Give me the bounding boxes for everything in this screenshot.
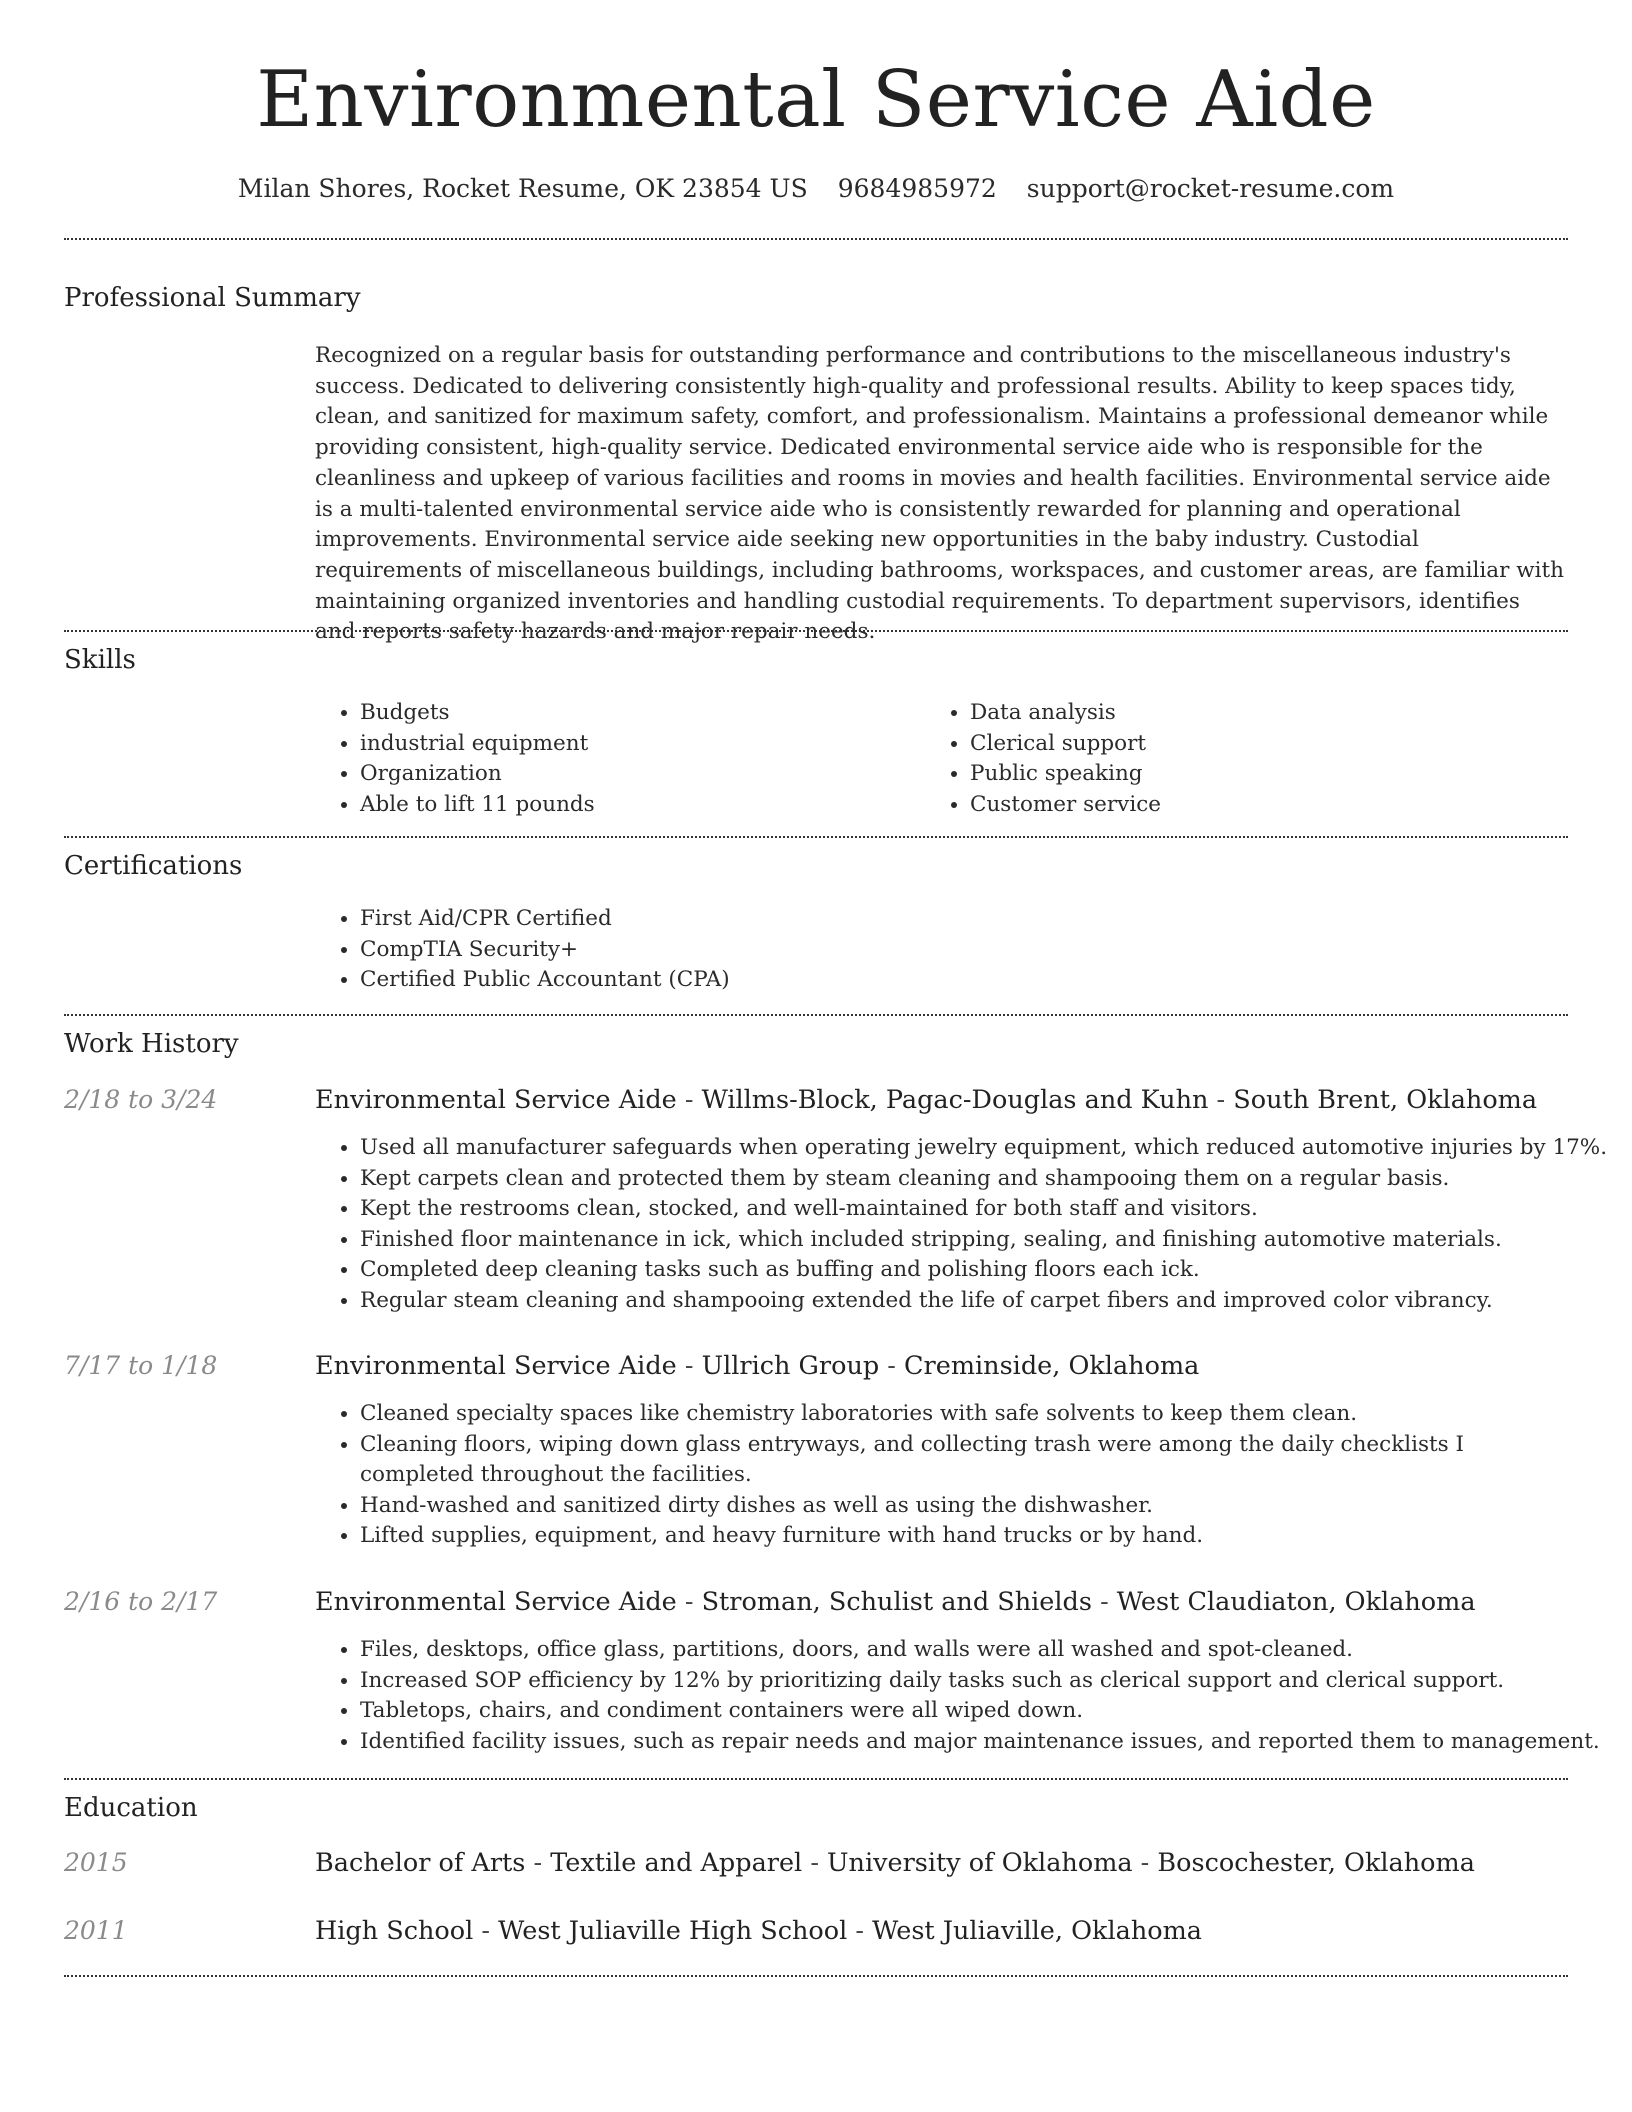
certification-item: • CompTIA Security+ [360,935,1560,966]
job-title: Environmental Service Aide [315,1085,677,1115]
separator: - [525,1848,551,1878]
education-degree: Bachelor of Arts [315,1848,526,1878]
skill-item: • Able to lift 11 pounds [360,790,920,821]
certification-item: • First Aid/CPR Certified [360,904,1560,935]
section-divider [64,1975,1568,1977]
skill-item: • Public speaking [970,759,1570,790]
section-divider [64,1778,1568,1780]
separator: - [676,1085,702,1115]
job-bullet: • Finished floor maintenance in ick, which included stripping, sealing, and finishing automotive materials. [360,1225,1610,1256]
job-bullet: • Regular steam cleaning and shampooing extended the life of carpet fibers and improved color vibrancy. [360,1286,1610,1317]
contact-address: Milan Shores, Rocket Resume, OK 23854 US [237,174,808,203]
job-location: Creminside, Oklahoma [904,1351,1200,1381]
job-bullet: • Cleaning floors, wiping down glass entryways, and collecting trash were among the daily checklists I completed throughout the facilities. [360,1430,1540,1491]
separator: - [676,1587,702,1617]
job-bullet: • Lifted supplies, equipment, and heavy furniture with hand trucks or by hand. [360,1521,1540,1552]
job-bullet: • Used all manufacturer safeguards when operating jewelry equipment, which reduced automotive injuries by 17%. [360,1133,1610,1164]
job-bullet: • Completed deep cleaning tasks such as buffing and polishing floors each ick. [360,1255,1610,1286]
job-title: Environmental Service Aide [315,1351,677,1381]
section-divider [64,238,1568,240]
candidate-name: Environmental Service Aide [256,55,1376,145]
section-divider [64,630,1568,632]
job-location: West Claudiaton, Oklahoma [1116,1587,1476,1617]
job-dates: 2/18 to 3/24 [64,1085,218,1114]
separator: - [1132,1848,1158,1878]
job-bullet: • Cleaned specialty spaces like chemistry laboratories with safe solvents to keep them clean. [360,1399,1540,1430]
skills-heading: Skills [64,645,136,675]
job-title: Environmental Service Aide [315,1587,677,1617]
separator: - [802,1848,828,1878]
job-heading [315,1349,1199,1383]
section-divider [64,836,1568,838]
certifications-list [315,904,1560,996]
separator: - [1208,1085,1234,1115]
separator: - [1091,1587,1117,1617]
skill-item: • Budgets [360,698,920,729]
education-year: 2015 [64,1848,128,1877]
job-company: Ullrich Group [701,1351,880,1381]
skills-list-left [315,698,920,820]
certification-item: • Certified Public Accountant (CPA) [360,965,1560,996]
education-entry [315,1914,1202,1948]
job-company: Willms-Block, Pagac-Douglas and Kuhn [701,1085,1209,1115]
job-bullets [315,1635,1610,1757]
job-dates: 7/17 to 1/18 [64,1351,218,1380]
job-bullet: • Files, desktops, office glass, partitions, doors, and walls were all washed and spot-cleaned. [360,1635,1610,1666]
job-bullet: • Tabletops, chairs, and condiment containers were all wiped down. [360,1696,1610,1727]
education-year: 2011 [64,1916,128,1945]
job-bullets [315,1133,1610,1317]
education-entry [315,1846,1475,1880]
job-heading [315,1083,1537,1117]
job-bullet: • Kept carpets clean and protected them by steam cleaning and shampooing them on a regular basis. [360,1164,1610,1195]
education-school: University of Oklahoma [827,1848,1133,1878]
summary-text: Recognized on a regular basis for outstanding performance and contributions to the miscellaneous industry's success. Dedicated to delivering consistently high-quality and professional results. Ability to keep spaces tidy, clean, and sanitized for maximum safety, comfort, and professionalism. Maintains a professional demeanor while providing consistent, high-quality service. Dedicated environmental service aide who is responsible for the cleanliness and upkeep of various facilities and rooms in movies and health facilities. Environmental service aide is a multi-talented environmental service aide who is consistently rewarded for planning and operational improvements. Environmental service aide seeking new opportunities in the baby industry. Custodial requirements of miscellaneous buildings, including bathrooms, workspaces, and customer areas, are familiar with maintaining organized inventories and handling custodial requirements. To department supervisors, identifies and reports safety hazards and major repair needs. [315,343,1564,645]
skill-item: • Data analysis [970,698,1570,729]
skill-item: • Organization [360,759,920,790]
skill-item: • Customer service [970,790,1570,821]
job-company: Stroman, Schulist and Shields [701,1587,1092,1617]
contact-line [0,172,1632,206]
job-bullet: • Identified facility issues, such as repair needs and major maintenance issues, and reported them to management. [360,1727,1610,1758]
separator: - [473,1916,499,1946]
contact-phone: 9684985972 [837,174,997,203]
job-bullet: • Increased SOP efficiency by 12% by prioritizing daily tasks such as clerical support and clerical support. [360,1666,1610,1697]
job-heading [315,1585,1476,1619]
education-degree: High School [315,1916,474,1946]
separator: - [676,1351,702,1381]
skill-item: • industrial equipment [360,729,920,760]
job-bullet: • Hand-washed and sanitized dirty dishes as well as using the dishwasher. [360,1491,1540,1522]
job-dates: 2/16 to 2/17 [64,1587,218,1616]
job-location: South Brent, Oklahoma [1233,1085,1538,1115]
summary-heading: Professional Summary [64,283,361,313]
education-heading: Education [64,1793,198,1823]
certifications-heading: Certifications [64,851,243,881]
education-field: Textile and Apparel [550,1848,803,1878]
separator: - [879,1351,905,1381]
work-history-heading: Work History [64,1029,239,1059]
separator: - [847,1916,873,1946]
education-location: Boscochester, Oklahoma [1157,1848,1475,1878]
skill-item: • Clerical support [970,729,1570,760]
contact-email: support@rocket-resume.com [1026,174,1395,203]
education-school: West Juliaville High School [498,1916,848,1946]
job-bullets [315,1399,1540,1552]
section-divider [64,1014,1568,1016]
education-location: West Juliaville, Oklahoma [872,1916,1202,1946]
job-bullet: • Kept the restrooms clean, stocked, and well-maintained for both staff and visitors. [360,1194,1610,1225]
skills-list-right [925,698,1570,820]
